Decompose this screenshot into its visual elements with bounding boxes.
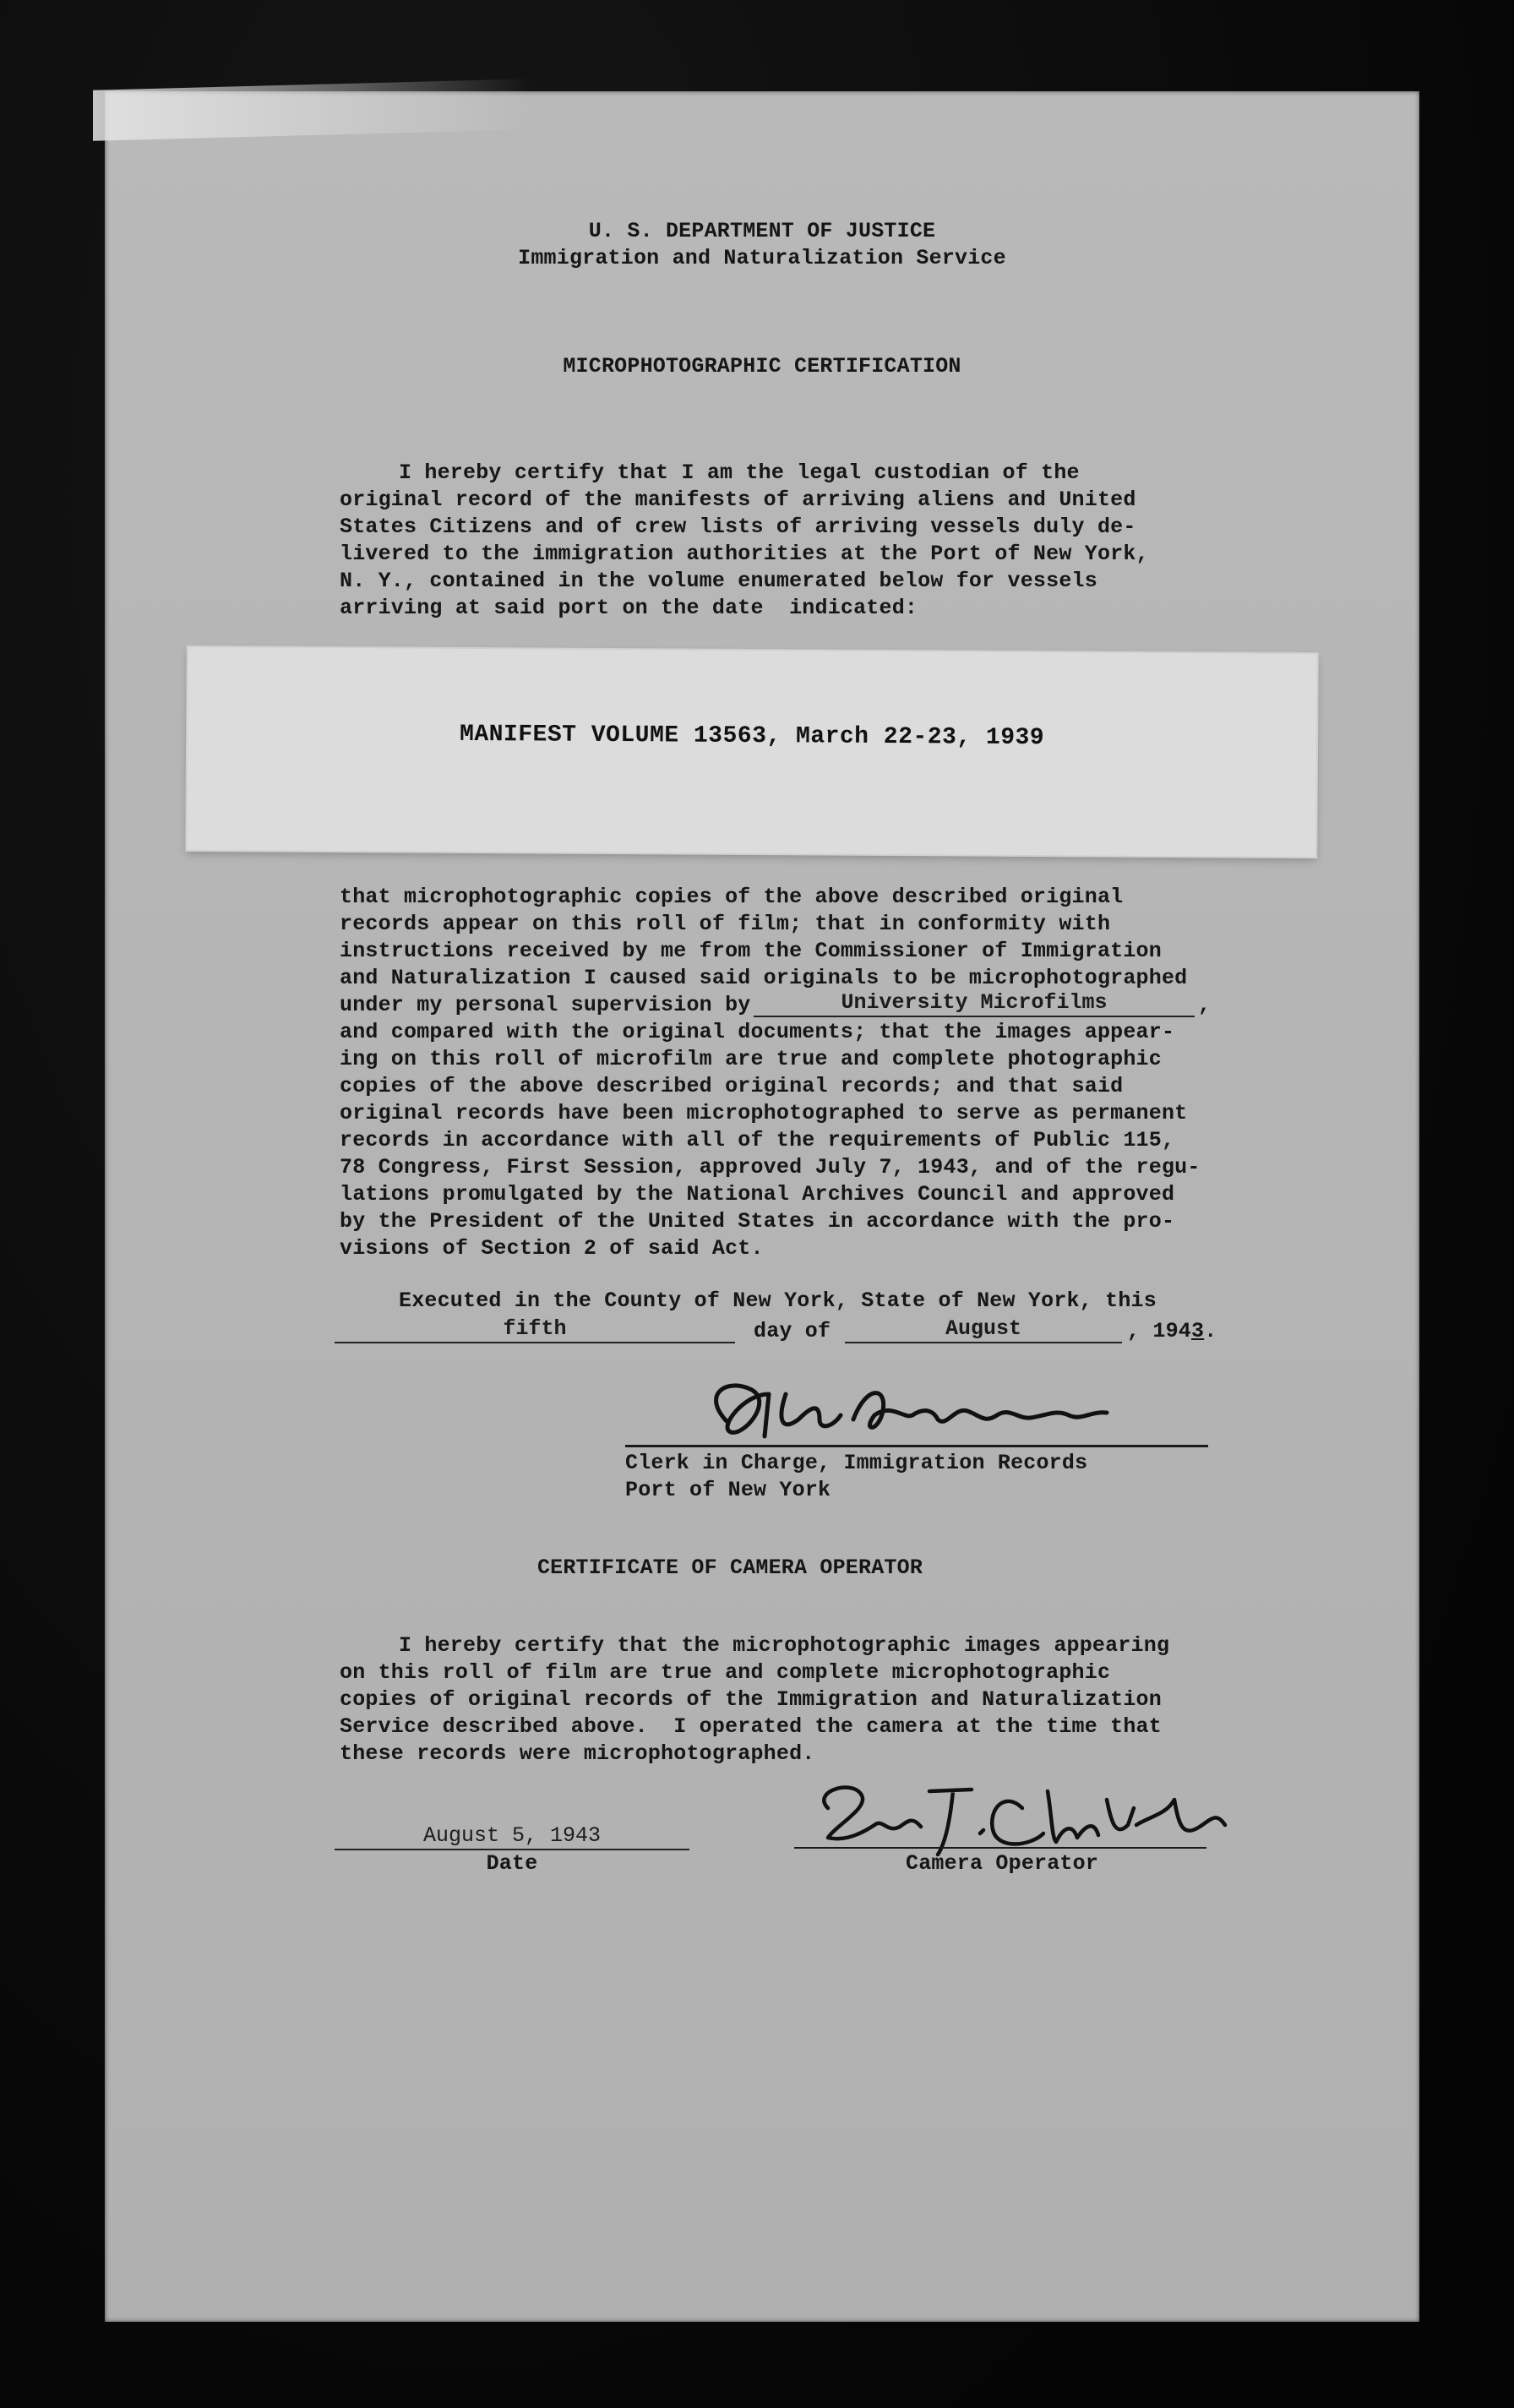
executed-statement: Executed in the County of New York, State of New York, this [399, 1288, 1157, 1313]
paragraph1-line-4: livered to the immigration authorities at the Port of New York, [340, 542, 1149, 566]
paragraph2-line-6: and compared with the original documents; that the images appear- [340, 1020, 1175, 1044]
day-field: fifth [335, 1316, 735, 1343]
paragraph2-line-7: ing on this roll of microfilm are true and complete photographic [340, 1047, 1162, 1071]
year-prefix: 194 [1152, 1319, 1192, 1343]
paragraph2-line-14: visions of Section 2 of said Act. [340, 1236, 764, 1261]
camera-line-4: Service described above. I operated the camera at the time that [340, 1714, 1162, 1739]
camera-line-1: I hereby certify that the microphotographic images appearing [399, 1633, 1170, 1658]
certification-title: MICROPHOTOGRAPHIC CERTIFICATION [563, 354, 961, 379]
camera-line-2: on this roll of film are true and complete microphotographic [340, 1660, 1111, 1685]
year-field: , 1943. [1127, 1319, 1217, 1343]
day-of-label: day of [754, 1319, 831, 1343]
paragraph2-line-4: and Naturalization I caused said originals to be microphotographed [340, 966, 1188, 990]
camera-line-3: copies of original records of the Immigration and Naturalization [340, 1687, 1162, 1712]
paragraph2-line-2: records appear on this roll of film; that in conformity with [340, 912, 1111, 936]
year-suffix: 3 [1191, 1319, 1205, 1343]
paragraph2-line-13: by the President of the United States in accordance with the pro- [340, 1209, 1175, 1234]
paragraph1-line-3: States Citizens and of crew lists of arriving vessels duly de- [340, 515, 1136, 539]
department-heading: U. S. DEPARTMENT OF JUSTICE [588, 219, 936, 243]
paragraph1-line-2: original record of the manifests of arriving aliens and United [340, 488, 1136, 512]
clerk-title: Clerk in Charge, Immigration Records [625, 1451, 1088, 1475]
paragraph1-line-5: N. Y., contained in the volume enumerated below for vessels [340, 569, 1097, 593]
paragraph2-line-9: original records have been microphotographed to serve as permanent [340, 1101, 1188, 1125]
supervisor-comma: , [1198, 993, 1212, 1017]
camera-line-5: these records were microphotographed. [340, 1741, 815, 1766]
clerk-office: Port of New York [625, 1478, 831, 1502]
paragraph2-line-3: instructions received by me from the Commissioner of Immigration [340, 939, 1162, 963]
paragraph2-line-5: under my personal supervision by [340, 993, 751, 1017]
date-label: Date [486, 1851, 538, 1876]
clerk-signature [693, 1369, 1166, 1453]
paragraph2-line-8: copies of the above described original records; and that said [340, 1074, 1124, 1098]
paragraph2-line-11: 78 Congress, First Session, approved July 7, 1943, and of the regu- [340, 1155, 1201, 1179]
clerk-signature-line [625, 1445, 1208, 1447]
month-field: August [845, 1316, 1122, 1343]
paragraph2-line-1: that microphotographic copies of the above described original [340, 885, 1124, 909]
operator-signature-line [794, 1847, 1206, 1849]
paragraph1-line-6: arriving at said port on the date indicated: [340, 596, 918, 620]
manifest-slip [187, 647, 1316, 857]
paragraph2-line-12: lations promulgated by the National Archives Council and approved [340, 1182, 1175, 1207]
supervisor-field: University Microfilms [754, 990, 1195, 1017]
service-heading: Immigration and Naturalization Service [518, 246, 1006, 270]
paragraph1-line-1: I hereby certify that I am the legal custodian of the [399, 460, 1080, 485]
camera-operator-label: Camera Operator [906, 1851, 1099, 1876]
paragraph2-line-10: records in accordance with all of the requirements of Public 115, [340, 1128, 1175, 1152]
camera-certificate-title: CERTIFICATE OF CAMERA OPERATOR [536, 1555, 923, 1580]
manifest-volume: MANIFEST VOLUME 13563, March 22-23, 1939 [459, 721, 1045, 752]
certificate-date-field: August 5, 1943 [335, 1823, 689, 1850]
